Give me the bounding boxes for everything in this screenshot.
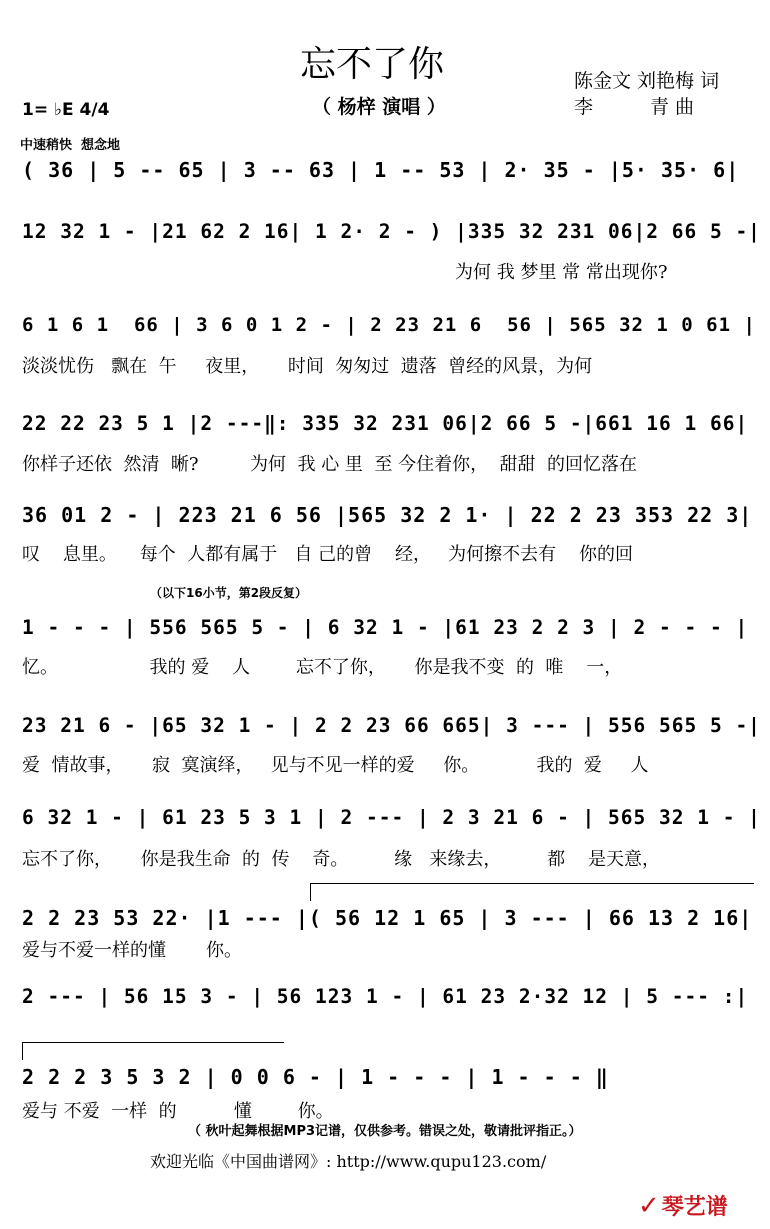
score-row-11-lyrics: 爱与 不爱 一样 的 懂 你。 xyxy=(22,1101,334,1122)
score-row-9-notes: 2 2 23 53 22· |1 --- |( 56 12 1 65 | 3 --- | 66 13 2 16| xyxy=(22,906,753,930)
score-row-2-lyrics: 为何 我 梦里 常 常出现你? xyxy=(455,262,668,283)
score-row-1-notes: ( 36 | 5 -- 65 | 3 -- 63 | 1 -- 53 | 2· 35 - |5· 35· 6| xyxy=(22,158,740,182)
logo-icon: ✓ xyxy=(638,1191,660,1221)
singer-label: （ 杨梓 演唱 ） xyxy=(312,96,446,118)
transcriber-note: （ 秋叶起舞根据MP3记谱，仅供参考。错误之处，敬请批评指正。） xyxy=(188,1124,582,1139)
volta-1-bracket xyxy=(310,883,754,884)
score-row-5-lyrics: 叹 息里。 每个 人都有属于 自 己的曾 经， 为何擦不去有 你的回 xyxy=(22,544,634,565)
song-title: 忘不了你 xyxy=(300,44,445,85)
score-row-5-notes: 36 01 2 - | 223 21 6 56 |565 32 2 1· | 22 2 23 353 22 3| xyxy=(22,503,753,527)
score-row-8-notes: 6 32 1 - | 61 23 5 3 1 | 2 --- | 2 3 21 6 - | 565 32 1 - | xyxy=(22,806,761,829)
score-row-6-notes: 1 - - - | 556 565 5 - | 6 32 1 - |61 23 2 2 3 | 2 - - - | xyxy=(22,616,749,639)
score-row-3-notes: 6 1 6 1 66 | 3 6 0 1 2 - | 2 23 21 6 56 | 565 32 1 0 61 | xyxy=(22,314,756,336)
score-row-4-notes: 22 22 23 5 1 |2 ---‖: 335 32 231 06|2 66 5 -|661 16 1 66| xyxy=(22,412,749,435)
score-row-7-notes: 23 21 6 - |65 32 1 - | 2 2 23 66 665| 3 --- | 556 565 5 -| xyxy=(22,714,761,737)
site-logo xyxy=(638,1190,728,1221)
score-row-4-lyrics: 你样子还依 然清 晰? 为何 我 心 里 至 今住着你， 甜甜 的回忆落在 xyxy=(22,454,637,475)
logo-text: 琴艺谱 xyxy=(661,1195,728,1220)
tempo-marking: 中速稍快 想念地 xyxy=(20,138,121,153)
volta-2-start xyxy=(22,1042,23,1060)
score-row-11-notes: 2 2 2 3 5 3 2 | 0 0 6 - | 1 - - - | 1 - - - ‖ xyxy=(22,1065,609,1089)
composer-credit: 李 青 曲 xyxy=(574,96,695,118)
score-row-3-lyrics: 淡淡忧伤 飘在 午 夜里， 时间 匆匆过 遗落 曾经的风景，为何 xyxy=(22,356,593,377)
score-row-7-lyrics: 爱 情故事， 寂 寞演绎， 见与不见一样的爱 你。 我的 爱 人 xyxy=(22,755,649,776)
key-signature: 1= ♭E 4/4 xyxy=(22,100,110,120)
lyricist-credit: 陈金文 刘艳梅 词 xyxy=(574,70,720,92)
score-row-6-lyrics: 忆。 我的 爱 人 忘不了你， 你是我不变 的 唯 一， xyxy=(22,657,623,678)
volta-1-start xyxy=(310,883,311,901)
site-welcome: 欢迎光临《中国曲谱网》: http://www.qupu123.com/ xyxy=(150,1152,547,1171)
score-row-9-lyrics: 爱与不爱一样的懂 你。 xyxy=(22,940,243,961)
repeat-annotation: （以下16小节，第2段反复） xyxy=(150,586,308,600)
score-row-8-lyrics: 忘不了你， 你是我生命 的 传 奇。 缘 来缘去， 都 是天意， xyxy=(22,849,660,870)
score-row-2-notes: 12 32 1 - |21 62 2 16| 1 2· 2 - ) |335 32 231 06|2 66 5 -| xyxy=(22,220,761,243)
score-row-10-notes: 2 --- | 56 15 3 - | 56 123 1 - | 61 23 2·32 12 | 5 --- :| xyxy=(22,985,749,1008)
volta-2-bracket xyxy=(22,1042,284,1043)
